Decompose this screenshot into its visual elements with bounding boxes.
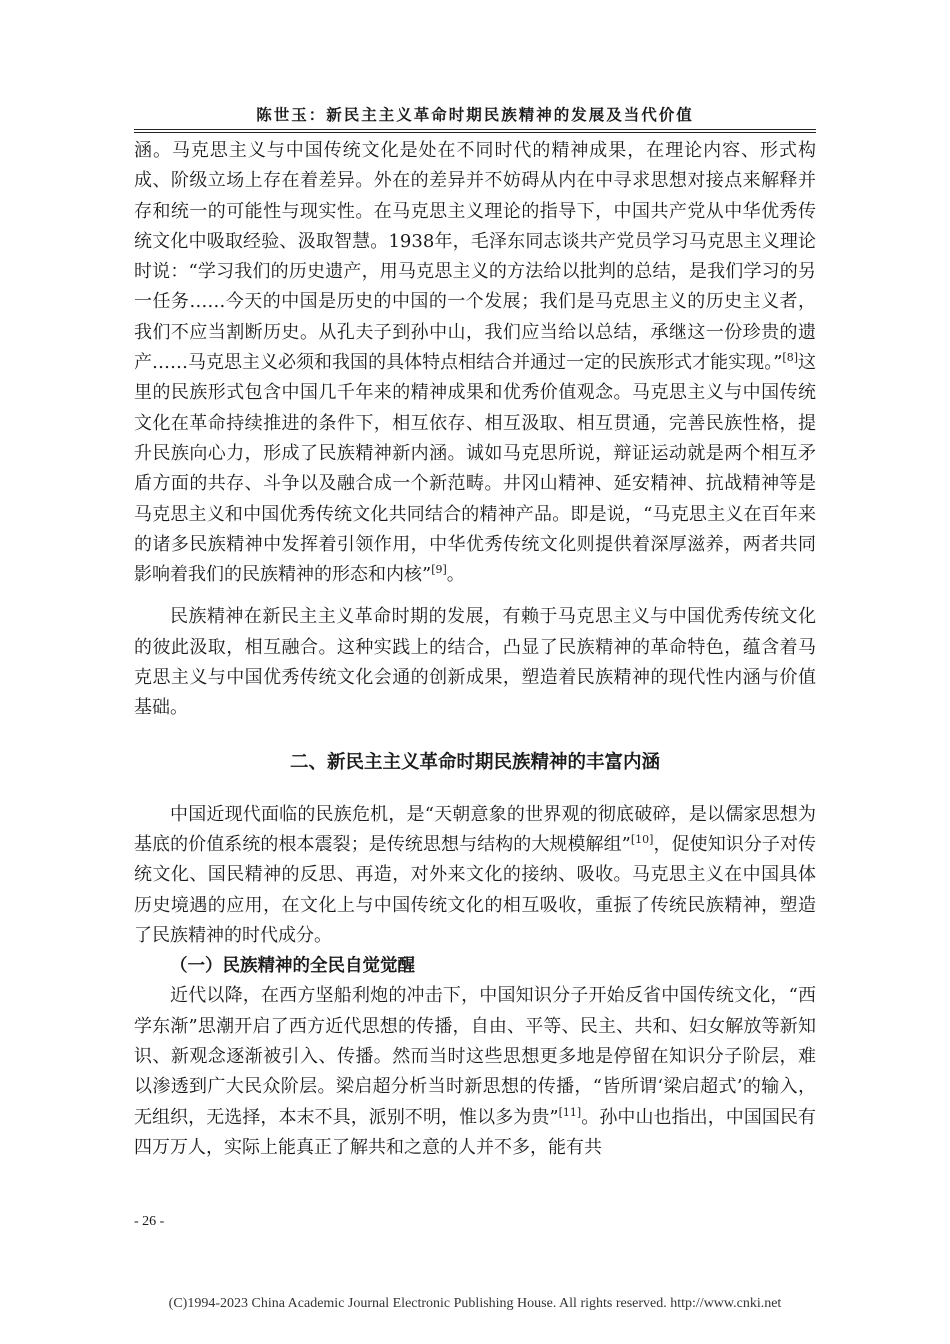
paragraph-text: 。 (446, 564, 465, 586)
paragraph-continuation (134, 136, 816, 590)
citation-ref: [11] (558, 1105, 582, 1119)
subsection-heading: （一）民族精神的全民自觉觉醒 (170, 956, 415, 977)
running-header: 陈世玉：新民主主义革命时期民族精神的发展及当代价值 (256, 106, 694, 124)
page-number: - 26 - (134, 1214, 165, 1229)
paragraph-text: ，促使知识分子对传统文化、国民精神的反思、再造，对外来文化的接纳、吸收。马克思主义在中国具体历史境遇的应用，在文化上与中国传统文化的相互吸收，重振了传统民族精神，塑造了民族精神的时代成分。 (134, 833, 817, 946)
paragraph-text: 中国近现代面临的民族危机，是“天朝意象的世界观的彻底破碎，是以儒家思想为基底的价值系统的根本震裂；是传统思想与结构的大规模解组” (134, 803, 816, 855)
paragraph-text: 涵。马克思主义与中国传统文化是处在不同时代的精神成果，在理论内容、形式构成、阶级立场上存在着差异。外在的差异并不妨碍从内在中寻求思想对接点来解释并存和统一的可能性与现实性。在马克思主义理论的指导下，中国共产党从中华优秀传统文化中吸取经验、汲取智慧。1938年，毛泽东同志谈共产党员学习马克思主义理论时说：“学习我们的历史遗产，用马克思主义的方法给以批判的总结，是我们学习的另一任务……今天的中国是历史的中国的一个发展；我们是马克思主义的历史主义者，我们不应当割断历史。从孔夫子到孙中山，我们应当给以总结，承继这一份珍贵的遗产……马克思主义必须和我国的具体特点相结合并通过一定的民族形式才能实现。” (134, 140, 816, 374)
citation-ref: [9] (431, 563, 447, 577)
paragraph-text: 。孙中山也指出，中国国民有四万万人，实际上能真正了解共和之意的人并不多，能有共 (134, 1106, 816, 1158)
paragraph-text: 这里的民族形式包含中国几千年来的精神成果和优秀价值观念。马克思主义与中国传统文化在革命持续推进的条件下，相互依存、相互汲取、相互贯通，完善民族性格，提升民族向心力，形成了民族精神新内涵。诚如马克思所说，辩证运动就是两个相互矛盾方面的共存、斗争以及融合成一个新范畴。井冈山精神、延安精神、抗战精神等是马克思主义和中国优秀传统文化共同结合的精神产品。即是说，“马克思主义在百年来的诸多民族精神中发挥着引领作用，中华优秀传统文化则提供着深厚滋养，两者共同影响着我们的民族精神的形态和内核” (134, 352, 817, 586)
paragraph-text: 近代以降，在西方坚船利炮的冲击下，中国知识分子开始反省中国传统文化，“西学东渐”思潮开启了西方近代思想的传播，自由、平等、民主、共和、妇女解放等新知识、新观念逐渐被引入、传播。然而当时这些思想更多地是停留在知识分子阶层，难以渗透到广大民众阶层。梁启超分析当时新思想的传播，“皆所谓‘梁启超式’的输入，无组织，无选择，本末不具，派别不明，惟以多为贵” (134, 985, 816, 1128)
section-heading: 二、新民主主义革命时期民族精神的丰富内涵 (289, 751, 660, 773)
paragraph: 民族精神在新民主主义革命时期的发展，有赖于马克思主义与中国优秀传统文化的彼此汲取，相互融合。这种实践上的结合，凸显了民族精神的革命特色，蕴含着马克思主义与中国优秀传统文化会通的创新成果，塑造着民族精神的现代性内涵与价值基础。 (134, 606, 816, 719)
header-rule-top (134, 129, 816, 130)
paragraph (134, 981, 816, 1163)
citation-ref: [10] (630, 832, 654, 846)
header-rule-bottom (134, 132, 816, 133)
citation-ref: [8] (782, 351, 798, 365)
article-body (134, 136, 816, 1163)
paragraph (134, 800, 816, 951)
copyright-footer: (C)1994-2023 China Academic Journal Electronic Publishing House. All rights reserved. http://www.cnki.net (168, 1296, 782, 1311)
